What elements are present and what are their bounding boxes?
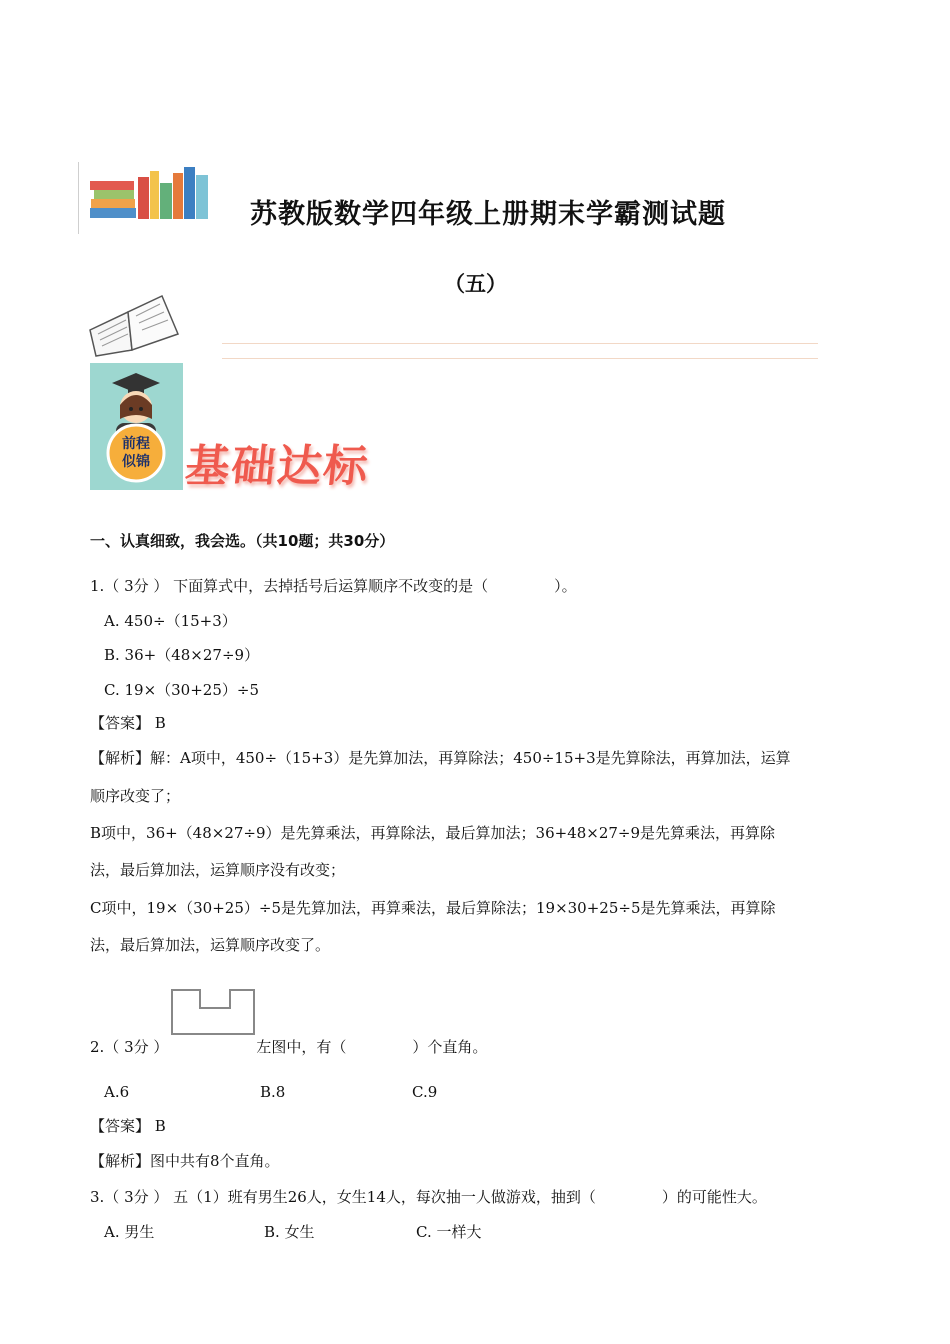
graduate-badge	[90, 363, 183, 490]
q2-stem-end: ）个直角。	[412, 1038, 488, 1056]
q3-stem-post: ）的可能性大。	[661, 1188, 767, 1206]
badge-text-2: 似锦	[122, 454, 150, 470]
q1-option-b: B. 36+（48×27÷9）	[104, 646, 260, 664]
q1-stem	[90, 576, 577, 596]
q1-stem-pre: 1.（ 3分 ） 下面算式中，去掉括号后运算顺序不改变的是（	[90, 577, 489, 595]
q2-option-b: B.8	[260, 1083, 286, 1101]
q3-option-c: C. 一样大	[416, 1223, 482, 1241]
q1-option-c: C. 19×（30+25）÷5	[104, 681, 259, 699]
q3-option-a: A. 男生	[104, 1223, 155, 1241]
badge-text-1: 前程	[122, 436, 150, 452]
q2-option-a: A.6	[104, 1083, 130, 1101]
page-title: 苏教版数学四年级上册期末学霸测试题	[250, 199, 726, 230]
q1-option-a: A. 450÷（15+3）	[104, 612, 237, 630]
q2-stem	[90, 1022, 487, 1074]
notched-shape-figure	[168, 1022, 256, 1074]
q2-analysis: 【解析】图中共有8个直角。	[90, 1152, 280, 1170]
q2-option-c: C.9	[412, 1083, 438, 1101]
header-rule-top	[222, 343, 818, 344]
section-heading: 一、认真细致，我会选。（共10题；共30分）	[90, 532, 395, 550]
page-subtitle: （五）	[444, 271, 507, 296]
q2-stem-pre: 2.（ 3分 ）	[90, 1038, 169, 1056]
header-rule-bottom	[222, 358, 818, 359]
q2-answer: 【答案】 B	[90, 1117, 166, 1135]
q1-analysis-line-1: 【解析】解：A项中，450÷（15+3）是先算加法，再算除法；450÷15+3是先算除法，再算加法，运算	[90, 749, 791, 767]
q1-analysis-line-4: 法，最后算加法，运算顺序没有改变；	[90, 861, 346, 879]
q1-analysis-line-3: B项中，36+（48×27÷9）是先算乘法，再算除法，最后算加法；36+48×27÷9是先算乘法，再算除	[90, 824, 776, 842]
books-icon	[88, 163, 212, 223]
q1-answer: 【答案】 B	[90, 714, 166, 732]
q1-analysis-line-6: 法，最后算加法，运算顺序改变了。	[90, 936, 331, 954]
section-banner: 基础达标	[182, 441, 373, 492]
q1-analysis-line-5: C项中，19×（30+25）÷5是先算加法，再算乘法，最后算除法；19×30+25÷5是先算乘法，再算除	[90, 899, 776, 917]
open-book-icon	[84, 290, 184, 358]
q3-option-b: B. 女生	[264, 1223, 315, 1241]
notched-shape-icon	[168, 986, 256, 1038]
q2-stem-post: 左图中，有（	[256, 1038, 347, 1056]
q1-stem-post: ）。	[554, 577, 577, 595]
q3-stem-pre: 3.（ 3分 ） 五（1）班有男生26人，女生14人，每次抽一人做游戏，抽到（	[90, 1188, 596, 1206]
q1-analysis-line-2: 顺序改变了；	[90, 787, 181, 805]
header-divider	[78, 162, 79, 234]
q3-stem	[90, 1187, 767, 1207]
